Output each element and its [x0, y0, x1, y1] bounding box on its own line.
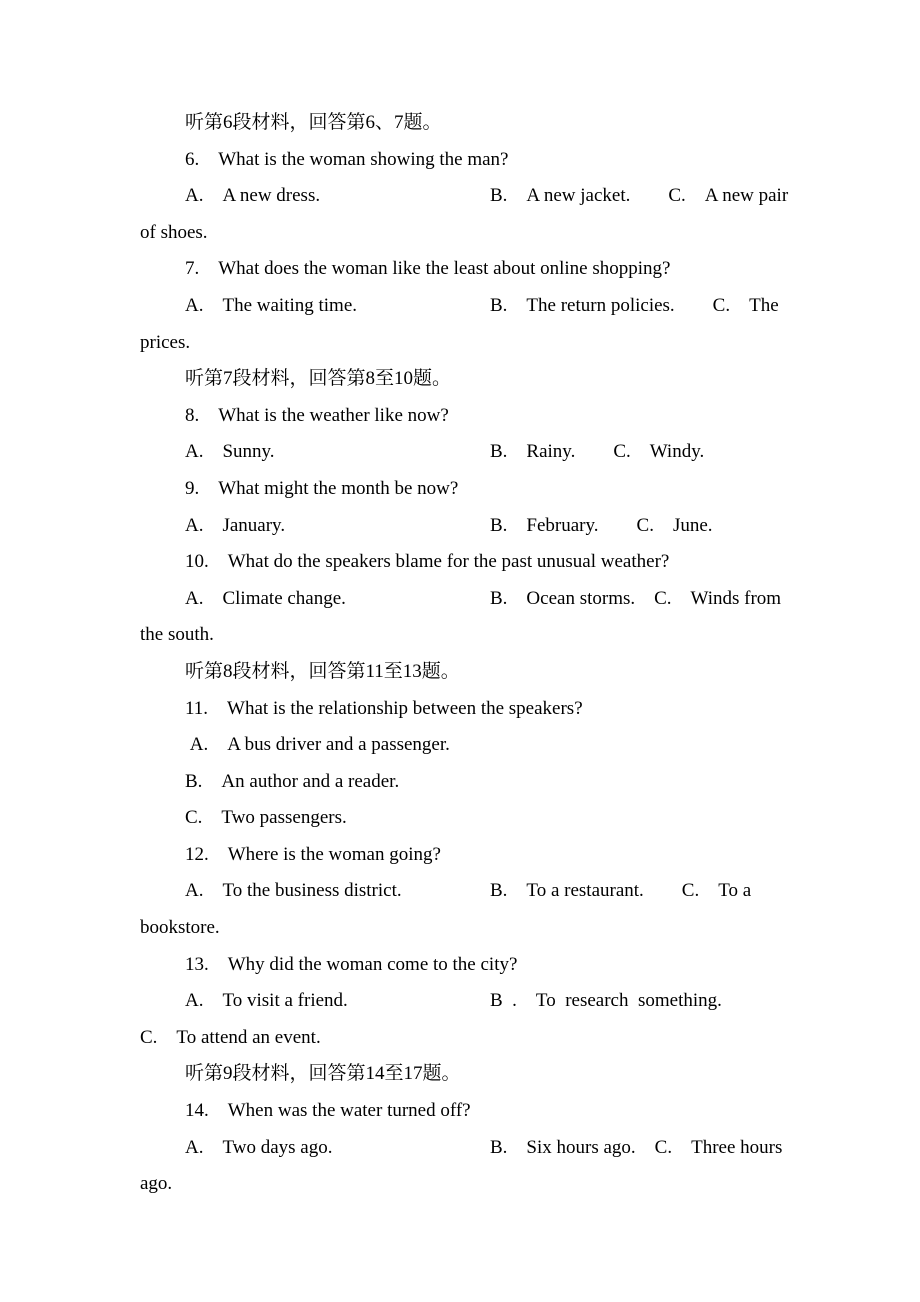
- question-line: 6. What is the woman showing the man?: [185, 148, 509, 170]
- option-bc-text: B. Rainy. C. Windy.: [490, 441, 705, 463]
- document-body: [140, 105, 796, 1203]
- continuation-line: bookstore.: [140, 917, 220, 939]
- options-line: [140, 581, 796, 618]
- question-line: 7. What does the woman like the least about online shopping?: [185, 258, 671, 280]
- option-line: C. Two passengers.: [185, 807, 347, 829]
- question-line: 14. When was the water turned off?: [185, 1100, 471, 1122]
- continuation-line: C. To attend an event.: [140, 1026, 321, 1048]
- option-line: A. A bus driver and a passenger.: [185, 734, 450, 756]
- option-a-text: A. January.: [185, 514, 286, 536]
- options-line: [140, 873, 796, 910]
- question-line: 10. What do the speakers blame for the past unusual weather?: [185, 551, 670, 573]
- question-line: 13. Why did the woman come to the city?: [185, 953, 518, 975]
- options-line: [140, 434, 796, 471]
- option-bc-text: B . To research something.: [490, 990, 722, 1012]
- option-line: B. An author and a reader.: [185, 770, 400, 792]
- continuation-line: ago.: [140, 1173, 173, 1195]
- option-bc-text: B. Ocean storms. C. Winds from: [490, 587, 782, 609]
- option-a-text: A. To the business district.: [185, 880, 402, 902]
- section-header-line: 听第6段材料，回答第6、7题。: [185, 112, 442, 133]
- options-line: [140, 1130, 796, 1167]
- option-bc-text: B. February. C. June.: [490, 514, 713, 536]
- options-line: [140, 288, 796, 325]
- option-a-text: A. Sunny.: [185, 441, 275, 463]
- question-line: 8. What is the weather like now?: [185, 404, 449, 426]
- options-line: [140, 178, 796, 215]
- options-line: [140, 983, 796, 1020]
- options-line: [140, 508, 796, 545]
- section-header-line: 听第9段材料，回答第14至17题。: [185, 1063, 461, 1085]
- option-bc-text: B. To a restaurant. C. To a: [490, 880, 752, 902]
- option-bc-text: B. A new jacket. C. A new pair: [490, 185, 789, 207]
- question-line: 12. Where is the woman going?: [185, 843, 441, 865]
- continuation-line: prices.: [140, 331, 191, 353]
- option-bc-text: B. The return policies. C. The: [490, 294, 779, 316]
- question-line: 11. What is the relationship between the speakers?: [185, 697, 583, 719]
- option-a-text: A. To visit a friend.: [185, 990, 348, 1012]
- section-header-line: 听第7段材料，回答第8至10题。: [185, 368, 452, 390]
- option-a-text: A. A new dress.: [185, 185, 321, 207]
- option-a-text: A. The waiting time.: [185, 294, 358, 316]
- section-header-line: 听第8段材料，回答第11至13题。: [185, 660, 460, 682]
- question-line: 9. What might the month be now?: [185, 477, 459, 499]
- option-bc-text: B. Six hours ago. C. Three hours: [490, 1136, 783, 1158]
- continuation-line: of shoes.: [140, 221, 208, 243]
- continuation-line: the south.: [140, 624, 214, 646]
- option-a-text: A. Two days ago.: [185, 1136, 333, 1158]
- option-a-text: A. Climate change.: [185, 587, 346, 609]
